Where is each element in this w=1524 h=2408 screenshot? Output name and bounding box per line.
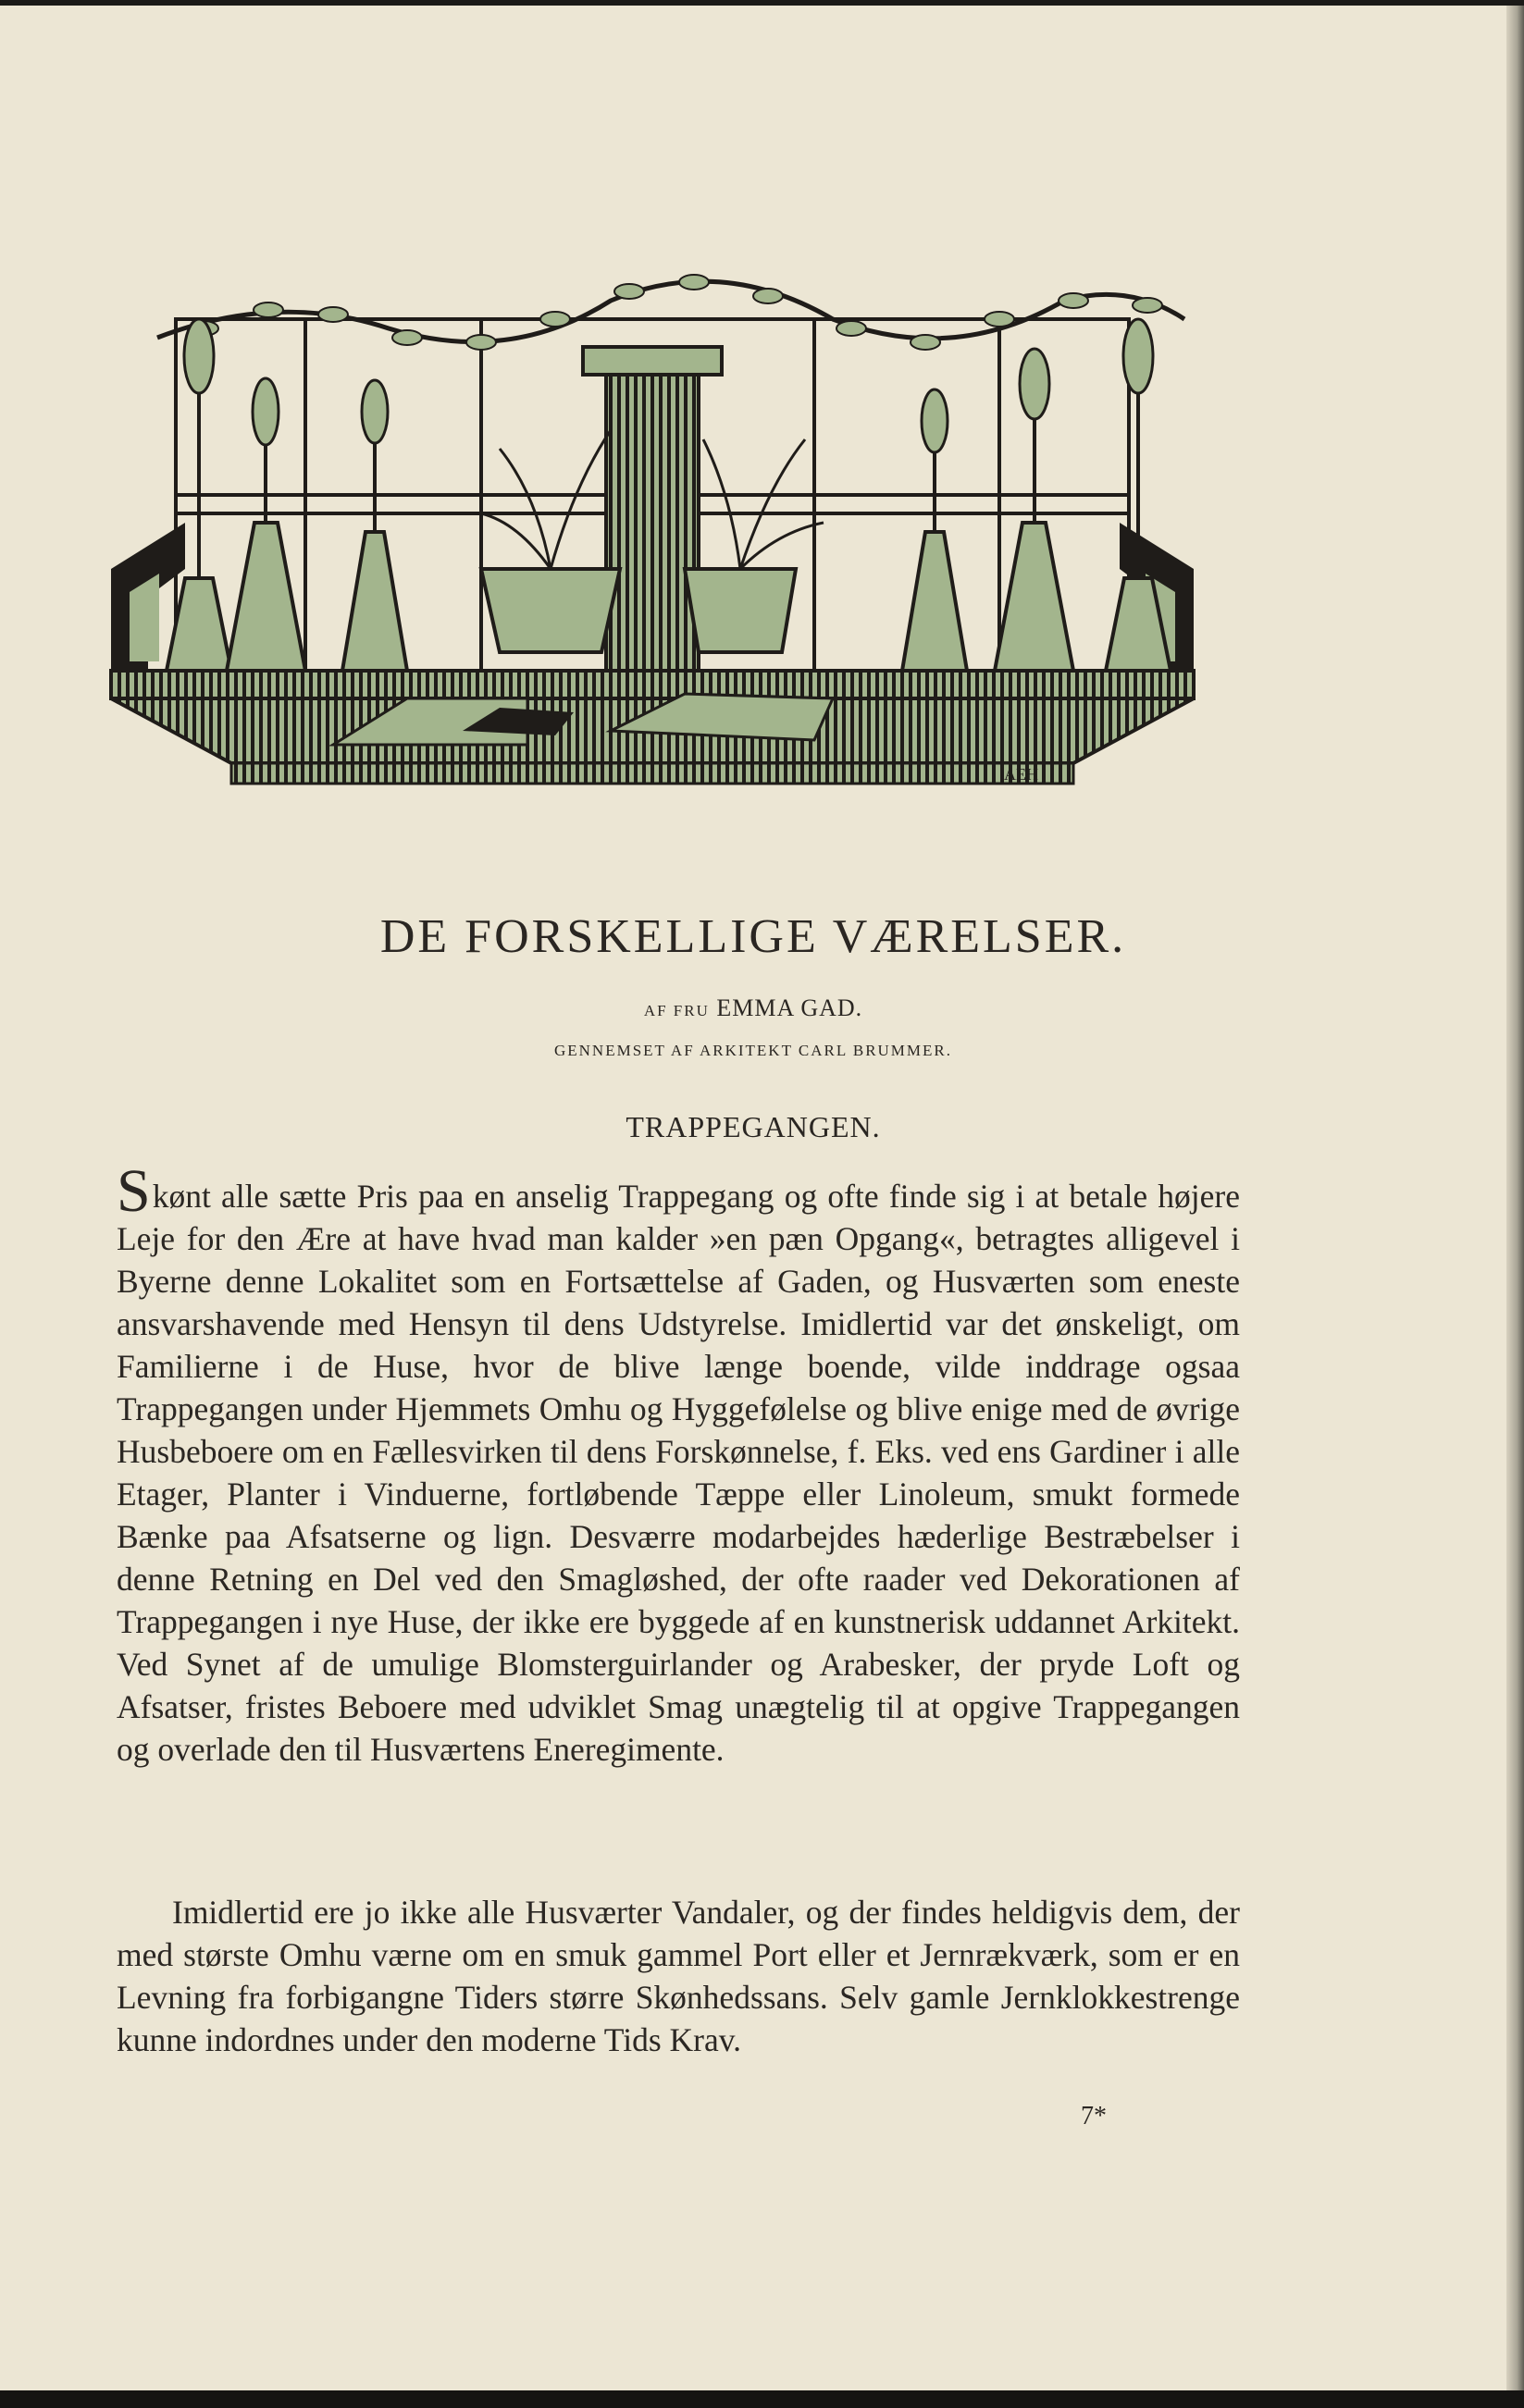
page-folio: 7*	[1081, 2102, 1107, 2130]
reviewer-note: GENNEMSET AF ARKITEKT CARL BRUMMER.	[553, 1042, 953, 1059]
page-edge-shadow	[1506, 6, 1524, 2390]
artist-monogram: AEH	[1004, 765, 1038, 784]
scan-bottom-border	[0, 2390, 1524, 2408]
article-title: DE FORSKELLIGE VÆRELSER.	[379, 910, 1127, 963]
byline	[0, 994, 1506, 1022]
author-name: EMMA GAD.	[716, 994, 863, 1021]
paragraph-1-text: kønt alle sætte Pris paa en anselig Trappegang og ofte finde sig i at betale højere Leje for den Ære at have hvad man kalder »en pæn Opgang«, betragtes alligevel i Byerne denne Lokalitet som en Fortsættelse af Gaden, og Husværten som eneste ansvarshavende med Hensyn til dens Udstyrelse. Imidlertid var det ønskeligt, om Familierne i de Huse, hvor de blive længe boende, vilde inddrage ogsaa Trappegangen under Hjemmets Omhu og Hyggefølelse og blive enige med de øvrige Husbeboere om en Fællesvirken til dens Forskønnelse, f. Eks. ved ens Gardiner i alle Etager, Planter i Vinduerne, fortløbende Tæppe eller Linoleum, smukt formede Bænke paa Afsatserne og lign. Desværre modarbejdes hæderlige Bestræbelser i denne Retning en Del ved den Smagløshed, der ofte raader ved Dekorationen af Trappegangen i nye Huse, der ikke ere byggede af en kunstnerisk uddannet Arkitekt. Ved Synet af de umulige Blomsterguirlander og Arabesker, der pryde Loft og Afsatser, fristes Beboere med udviklet Smag unægtelig til at opgive Trappegangen og overlade den til Husværtens Eneregimente.	[117, 1178, 1240, 1768]
drop-cap: S	[117, 1157, 151, 1225]
byline-prefix: AF FRU	[643, 1002, 710, 1019]
paragraph-2: Imidlertid ere jo ikke alle Husværter Vandaler, og der findes heldigvis dem, der med største Omhu værne om en smuk gammel Port eller et Jernrækværk, som er en Levning fra forbigangne Tiders større Skønhedssans. Selv gamle Jernklokkestrenge kunne indordnes under den moderne Tids Krav.	[117, 1894, 1240, 2058]
section-heading: TRAPPEGANGEN.	[626, 1110, 881, 1143]
window-sill-illustration	[93, 264, 1212, 805]
paragraph-1	[117, 1157, 1240, 1771]
